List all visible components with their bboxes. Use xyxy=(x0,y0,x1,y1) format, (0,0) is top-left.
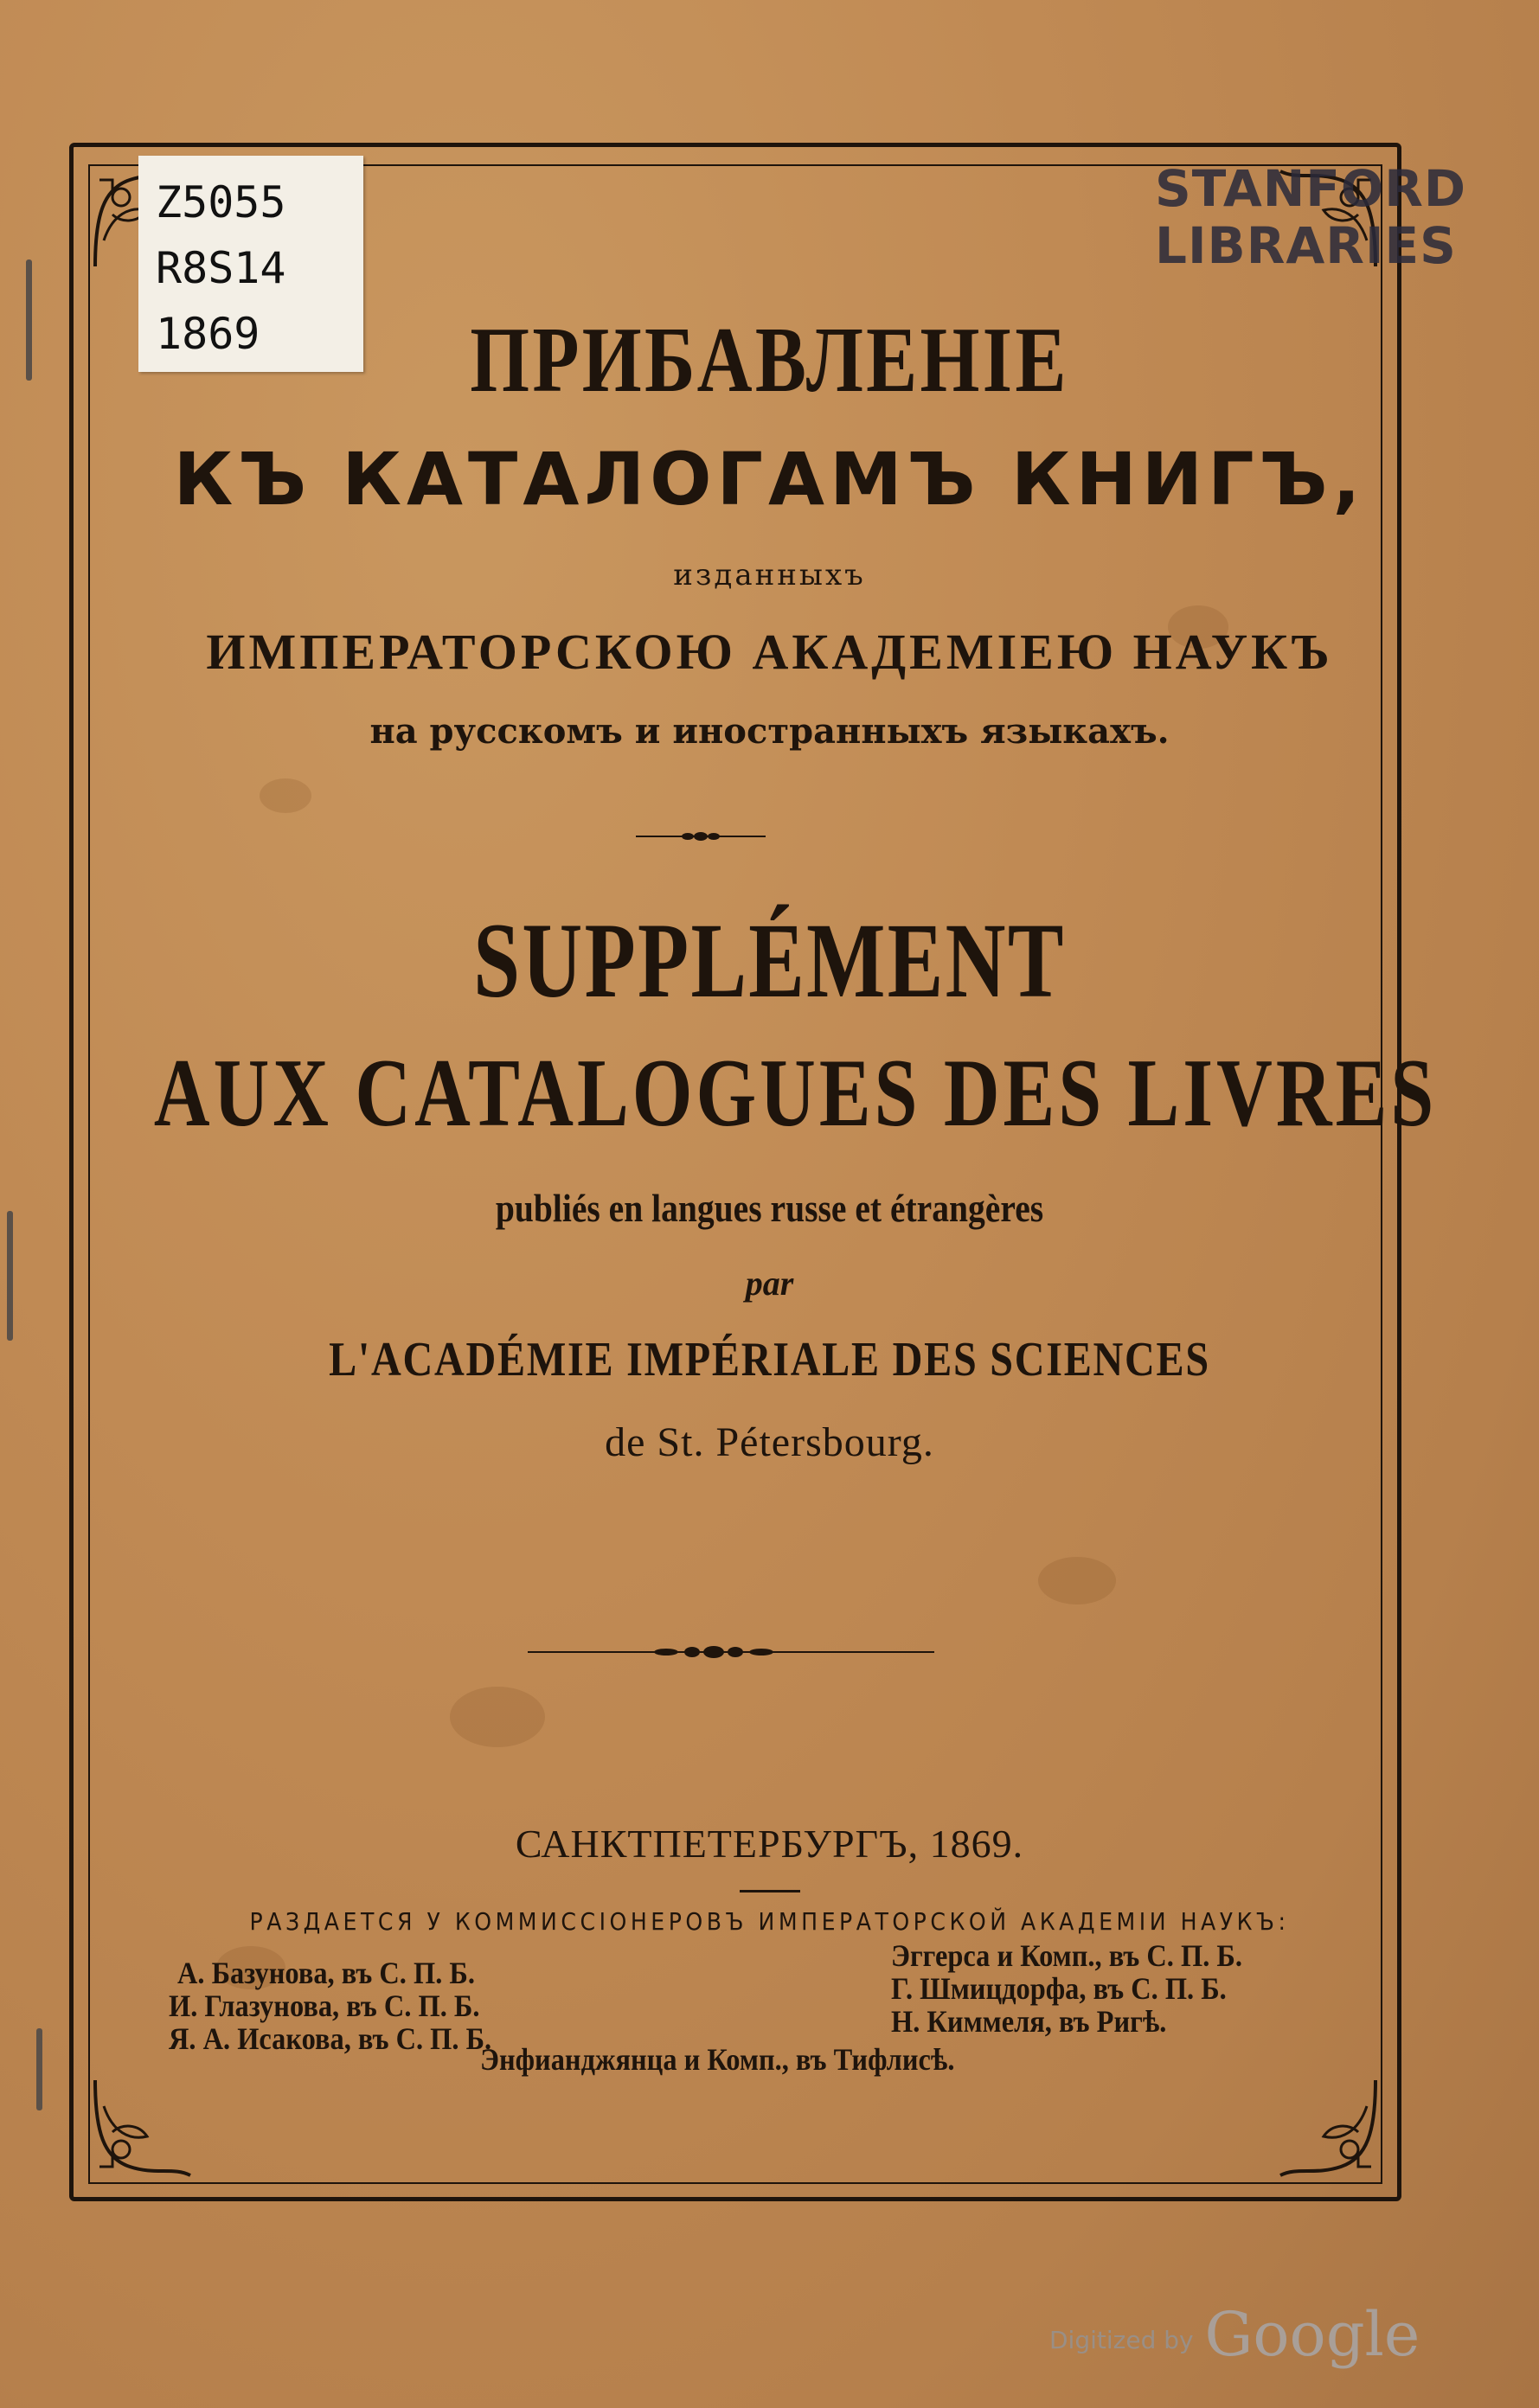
title-ru-academy: ИМПЕРАТОРСКОЮ АКАДЕМІЕЮ НАУКЪ xyxy=(206,624,1333,680)
staple xyxy=(26,259,32,381)
corner-ornament-icon xyxy=(87,2072,199,2184)
divider-ornament-icon xyxy=(636,826,766,847)
distributor-entry: Энфианджянца и Комп., въ Тифлисѣ. xyxy=(480,2042,955,2077)
distributor-entry: Н. Киммеля, въ Ригѣ. xyxy=(891,2004,1167,2039)
distributor-entry: Эггерса и Комп., въ С. П. Б. xyxy=(891,1938,1242,1973)
call-number-line: 1869 xyxy=(156,309,260,359)
title-ru-published: изданныхъ xyxy=(673,558,866,592)
watermark-prefix: Digitized by xyxy=(1049,2326,1194,2354)
library-stamp xyxy=(1155,159,1466,285)
imprint-place-year: САНКТПЕТЕРБУРГЪ, 1869. xyxy=(515,1822,1024,1866)
stamp-line: STANFORD xyxy=(1155,159,1466,218)
distributor-entry: Я. А. Исакова, въ С. П. Б. xyxy=(169,2021,492,2056)
distributor-entry: А. Базунова, въ С. П. Б. xyxy=(177,1956,475,1990)
title-fr-subtitle: AUX CATALOGUES DES LIVRES xyxy=(153,1040,1438,1147)
title-ru-languages: на русскомъ и иностранныхъ языкахъ. xyxy=(369,711,1170,752)
distributor-entry: Г. Шмицдорфа, въ С. П. Б. xyxy=(891,1971,1227,2006)
title-fr-par: par xyxy=(745,1264,794,1303)
title-fr-academy: L'ACADÉMIE IMPÉRIALE DES SCIENCES xyxy=(329,1333,1210,1387)
corner-ornament-icon xyxy=(1272,2072,1384,2184)
staple xyxy=(36,2028,42,2110)
title-fr-main: SUPPLÉMENT xyxy=(473,901,1066,1020)
divider-ornament-icon xyxy=(528,1639,934,1665)
digitized-watermark xyxy=(1049,2299,1420,2370)
call-number-line: R8S14 xyxy=(156,243,286,293)
title-ru-main: ПРИБАВЛЕНІЕ xyxy=(470,309,1069,412)
title-fr-city: de St. Pétersbourg. xyxy=(605,1419,934,1465)
distributor-entry: И. Глазунова, въ С. П. Б. xyxy=(169,1989,480,2023)
stamp-line: LIBRARIES xyxy=(1155,216,1457,275)
title-ru-subtitle: КЪ КАТАЛОГАМЪ КНИГЪ, xyxy=(173,437,1366,522)
imprint-distributed: РАЗДАЕТСЯ У КОММИССІОНЕРОВЪ ИМПЕРАТОРСКОЙ АКАДЕМІИ НАУКЪ: xyxy=(249,1907,1290,1936)
call-number-line: Z5055 xyxy=(156,177,286,227)
imprint-rule xyxy=(740,1890,800,1892)
title-fr-published: publiés en langues russe et étrangères xyxy=(495,1186,1044,1230)
watermark-brand: Google xyxy=(1204,2299,1420,2370)
